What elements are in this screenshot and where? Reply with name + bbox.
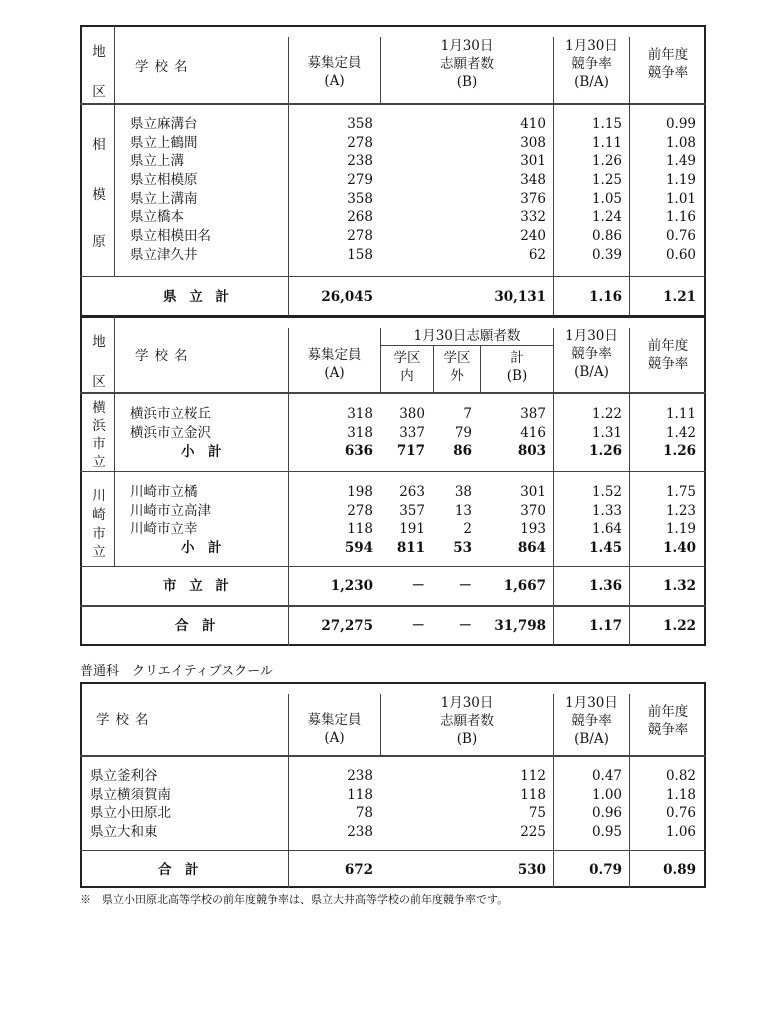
table-divider [80, 605, 706, 607]
ratio-value: 1.24 [591, 209, 622, 226]
applicant-value: 75 [528, 805, 546, 822]
header-prev-label2: 競争率 [647, 65, 689, 81]
applicant-value: 240 [520, 228, 546, 245]
total-prev-ratio: 1.21 [663, 289, 696, 305]
subtotal-out-district: 53 [453, 540, 472, 557]
header-prev-label: 前年度 [647, 704, 689, 720]
capacity-value: 318 [347, 406, 373, 422]
school-name: 県立釜利谷 [90, 768, 158, 784]
district-char: 川 [92, 488, 106, 504]
capacity-value: 278 [347, 502, 373, 519]
ratio-value: 1.05 [591, 190, 622, 207]
grand-total-sum: 31,798 [494, 618, 546, 634]
applicant-value: 301 [520, 153, 546, 170]
ratio-value: 0.47 [591, 768, 622, 784]
sum-value: 301 [520, 484, 546, 500]
in-district-value: 263 [399, 484, 425, 500]
header-applicants-label: 志願者数 [440, 713, 494, 729]
school-name: 県立橋本 [130, 209, 184, 226]
prev-ratio-value: 1.19 [665, 521, 696, 538]
capacity-values [300, 405, 373, 461]
subtotal-in-district: 811 [396, 540, 425, 557]
in-district-value: 191 [399, 521, 425, 538]
subtotal-in-district: 717 [396, 443, 425, 460]
subtotal-sum: 803 [517, 443, 546, 460]
header-ratio-label: 競争率 [571, 56, 612, 72]
capacity-value: 279 [347, 172, 373, 189]
ratio-value: 1.11 [591, 134, 622, 151]
school-name: 県立横須賀南 [90, 786, 171, 803]
header-ratio-date: 1月30日 [565, 695, 618, 711]
header-ratio [554, 694, 629, 748]
school-names [130, 405, 211, 442]
header-school: 学校名 [135, 59, 194, 75]
prev-ratio-value: 1.08 [665, 134, 696, 151]
header-applicants-date: 1月30日 [440, 38, 494, 54]
header-out-label2: 外 [450, 368, 464, 384]
table-divider [114, 316, 115, 567]
header-capacity-sub: (A) [324, 730, 345, 746]
subtotal-capacity: 594 [344, 540, 373, 557]
school-name: 県立津久井 [130, 246, 198, 263]
in-district-value: 380 [399, 406, 425, 422]
total-label: 合 計 [158, 862, 199, 878]
subtotal-label: 小 計 [181, 540, 222, 556]
ratio-values [560, 115, 622, 265]
out-district-value: 2 [463, 521, 472, 538]
header-ratio-date: 1月30日 [565, 38, 618, 54]
header-applicants-label: 志願者数 [440, 56, 494, 72]
prev-ratio-value: 1.18 [665, 786, 696, 803]
capacity-value: 158 [347, 246, 373, 263]
city-total-ratio: 1.36 [589, 578, 622, 594]
header-capacity-sub: (A) [324, 365, 345, 381]
total-label: 県 立 計 [163, 289, 233, 305]
ratio-value: 1.25 [591, 172, 622, 189]
ratio-value: 0.96 [591, 805, 622, 822]
ratio-values [560, 767, 622, 842]
table-divider [80, 103, 706, 105]
in-district-value: 357 [399, 502, 425, 519]
grand-total-label: 合 計 [175, 618, 216, 634]
ratio-value: 1.64 [591, 521, 622, 538]
header-capacity [289, 54, 380, 90]
capacity-value: 278 [347, 228, 373, 245]
applicant-value: 225 [520, 824, 546, 841]
header-capacity [289, 711, 380, 747]
out-district-value: 38 [454, 484, 472, 500]
subtotal-capacity: 636 [344, 443, 373, 460]
ratio-value: 1.52 [591, 484, 622, 500]
school-name: 県立上溝南 [130, 190, 198, 207]
applicant-values [450, 115, 546, 265]
prev-ratio-value: 1.01 [665, 190, 696, 207]
header-sum-label: 計 [510, 350, 524, 366]
total-applicants: 530 [517, 862, 546, 878]
ratio-value: 0.39 [591, 246, 622, 263]
district-char: 市 [92, 526, 106, 542]
sum-value: 416 [520, 424, 546, 441]
prev-ratio-value: 1.49 [665, 153, 696, 170]
ratio-value: 1.15 [591, 116, 622, 132]
grand-total-prev: 1.22 [663, 618, 696, 634]
district-char: 横 [92, 400, 106, 416]
school-name: 横浜市立桜丘 [130, 406, 211, 422]
capacity-value: 78 [355, 805, 373, 822]
capacity-value: 198 [347, 484, 373, 500]
table-divider [80, 392, 706, 394]
header-applicants-date: 1月30日 [440, 695, 494, 711]
applicant-value: 112 [520, 768, 546, 784]
prev-ratio-values [636, 115, 696, 265]
school-name: 県立相模田名 [130, 228, 211, 245]
capacity-value: 268 [347, 209, 373, 226]
applicant-value: 376 [520, 190, 546, 207]
grand-total-out: － [458, 618, 472, 634]
subtotal-prev-ratio: 1.40 [663, 540, 696, 557]
header-ratio [554, 37, 629, 91]
capacity-value: 358 [347, 190, 373, 207]
in-district-value: 337 [399, 424, 425, 441]
prev-ratio-value: 0.76 [665, 805, 696, 822]
header-ratio-sub: (B/A) [574, 364, 609, 380]
district-char: 浜 [92, 418, 106, 434]
prev-ratio-value: 1.75 [665, 484, 696, 500]
header-prev-label: 前年度 [647, 338, 689, 354]
district-char: 市 [92, 436, 106, 452]
prev-ratio-values [636, 483, 696, 558]
header-in-label2: 内 [400, 368, 414, 384]
city-total-out: － [458, 578, 472, 594]
out-district-values [436, 405, 472, 461]
school-name: 県立上鶴間 [130, 134, 198, 151]
ratio-values [560, 483, 622, 558]
school-name: 川崎市立幸 [130, 521, 198, 538]
header-capacity-sub: (A) [324, 73, 345, 89]
total-capacity: 26,045 [321, 289, 373, 305]
capacity-values [300, 767, 373, 842]
out-district-value: 7 [463, 406, 472, 422]
school-name: 県立大和東 [90, 824, 158, 841]
school-name: 県立小田原北 [90, 805, 171, 822]
ratio-value: 1.22 [591, 406, 622, 422]
header-ratio [554, 327, 629, 381]
capacity-value: 238 [347, 153, 373, 170]
city-total-capacity: 1,230 [330, 578, 373, 594]
header-prev-label2: 競争率 [647, 356, 689, 372]
sum-value: 387 [520, 406, 546, 422]
grand-total-in: － [411, 618, 425, 634]
applicant-value: 410 [520, 116, 546, 132]
header-prev-ratio [630, 337, 706, 373]
school-names [130, 115, 211, 265]
sum-values [485, 483, 546, 558]
prev-ratio-values [636, 405, 696, 461]
header-applicants [381, 37, 553, 91]
school-name: 横浜市立金沢 [130, 424, 211, 441]
prev-ratio-value: 1.23 [665, 502, 696, 519]
applicant-values [450, 767, 546, 842]
applicant-value: 62 [528, 246, 546, 263]
header-school: 学校名 [96, 712, 155, 728]
header-ratio-date: 1月30日 [565, 328, 618, 344]
prev-ratio-value: 0.82 [665, 768, 696, 784]
prev-ratio-values [636, 767, 696, 842]
header-prev-label: 前年度 [647, 47, 689, 63]
ratio-value: 1.26 [591, 153, 622, 170]
capacity-value: 118 [347, 786, 373, 803]
school-name: 県立相模原 [130, 172, 198, 189]
school-name: 川崎市立高津 [130, 502, 211, 519]
sum-values [485, 405, 546, 461]
header-capacity-label: 募集定員 [307, 347, 362, 363]
ratio-value: 0.95 [591, 824, 622, 841]
capacity-value: 358 [347, 116, 373, 132]
header-sum [481, 349, 553, 385]
footnote: ※ 県立小田原北高等学校の前年度競争率は、県立大井高等学校の前年度競争率です。 [80, 893, 509, 906]
prev-ratio-value: 1.19 [665, 172, 696, 189]
header-ratio-sub: (B/A) [574, 74, 609, 90]
header-applicants-sub: (B) [456, 74, 478, 90]
out-district-value: 79 [454, 424, 472, 441]
table-divider [80, 276, 706, 277]
district-char: 原 [92, 234, 106, 250]
capacity-values [300, 483, 373, 558]
grand-total-ratio: 1.17 [589, 618, 622, 634]
table-divider [80, 471, 706, 472]
prev-ratio-value: 0.60 [665, 246, 696, 263]
city-total-sum: 1,667 [503, 578, 546, 594]
table-divider [80, 566, 706, 567]
total-applicants: 30,131 [494, 289, 546, 305]
header-in-label: 学区 [393, 350, 421, 366]
capacity-value: 238 [347, 768, 373, 784]
out-district-values [436, 483, 472, 558]
ratio-value: 1.31 [591, 424, 622, 441]
capacity-value: 278 [347, 134, 373, 151]
capacity-value: 238 [347, 824, 373, 841]
subtotal-ratio: 1.45 [589, 540, 622, 557]
prev-ratio-value: 0.99 [665, 116, 696, 132]
subtotal-ratio: 1.26 [589, 443, 622, 460]
school-name: 川崎市立橘 [130, 484, 198, 500]
capacity-value: 318 [347, 424, 373, 441]
header-ratio-label: 競争率 [571, 713, 612, 729]
applicant-value: 348 [520, 172, 546, 189]
district-char: 立 [92, 544, 106, 560]
applicant-value: 332 [520, 209, 546, 226]
school-names [130, 483, 211, 539]
city-total-label: 市 立 計 [163, 578, 233, 594]
applicant-value: 308 [520, 134, 546, 151]
ratio-values [560, 405, 622, 461]
school-names [90, 767, 171, 842]
total-prev-ratio: 0.89 [663, 862, 696, 878]
total-capacity: 672 [344, 862, 373, 878]
grand-total-capacity: 27,275 [321, 618, 373, 634]
header-prev-ratio [630, 703, 706, 739]
header-out-label: 学区 [443, 350, 471, 366]
out-district-value: 13 [454, 502, 472, 519]
prev-ratio-value: 0.76 [665, 228, 696, 245]
ratio-value: 0.86 [591, 228, 622, 245]
header-out-district [434, 349, 480, 385]
header-applicants [381, 694, 553, 748]
header-prev-ratio [630, 46, 706, 82]
header-district: 区 [92, 84, 106, 100]
table-divider [629, 328, 630, 646]
header-district: 区 [92, 374, 106, 390]
school-name: 県立上溝 [130, 153, 184, 170]
total-ratio: 1.16 [589, 289, 622, 305]
city-total-in: － [411, 578, 425, 594]
header-in-district [381, 349, 433, 385]
subtotal-out-district: 86 [453, 443, 472, 460]
in-district-values [385, 405, 425, 461]
header-ratio-sub: (B/A) [574, 731, 609, 747]
prev-ratio-value: 1.06 [665, 824, 696, 841]
subtotal-sum: 864 [517, 540, 546, 557]
prev-ratio-value: 1.16 [665, 209, 696, 226]
capacity-values [300, 115, 373, 265]
table-caption: 普通科 クリエイティブスクール [80, 664, 273, 679]
in-district-values [385, 483, 425, 558]
table-divider [114, 25, 115, 277]
header-capacity-label: 募集定員 [307, 712, 362, 728]
header-applicants-sub: (B) [456, 731, 478, 747]
district-char: 立 [92, 454, 106, 470]
ratio-value: 1.00 [591, 786, 622, 803]
table-divider [80, 850, 706, 851]
prev-ratio-value: 1.11 [665, 406, 696, 422]
district-char: 模 [92, 187, 106, 203]
subtotal-prev-ratio: 1.26 [663, 443, 696, 460]
total-ratio: 0.79 [589, 862, 622, 878]
district-char: 相 [92, 137, 106, 153]
table-divider [80, 755, 706, 757]
ratio-value: 1.33 [591, 502, 622, 519]
school-name: 県立麻溝台 [130, 116, 198, 132]
header-school: 学校名 [135, 348, 194, 364]
applicant-value: 118 [520, 786, 546, 803]
district-char: 崎 [92, 507, 106, 523]
header-prev-label2: 競争率 [647, 722, 689, 738]
header-capacity-label: 募集定員 [307, 55, 362, 71]
header-district: 地 [92, 334, 106, 350]
sum-value: 193 [520, 521, 546, 538]
sum-value: 370 [520, 502, 546, 519]
subtotal-label: 小 計 [181, 444, 222, 460]
header-district: 地 [92, 44, 106, 60]
capacity-value: 118 [347, 521, 373, 538]
header-applicants: 1月30日志願者数 [413, 328, 521, 344]
table-divider [381, 345, 553, 346]
header-sum-sub: (B) [506, 368, 528, 384]
header-ratio-label: 競争率 [571, 346, 612, 362]
header-capacity [289, 346, 380, 382]
city-total-prev: 1.32 [663, 578, 696, 594]
prev-ratio-value: 1.42 [665, 424, 696, 441]
